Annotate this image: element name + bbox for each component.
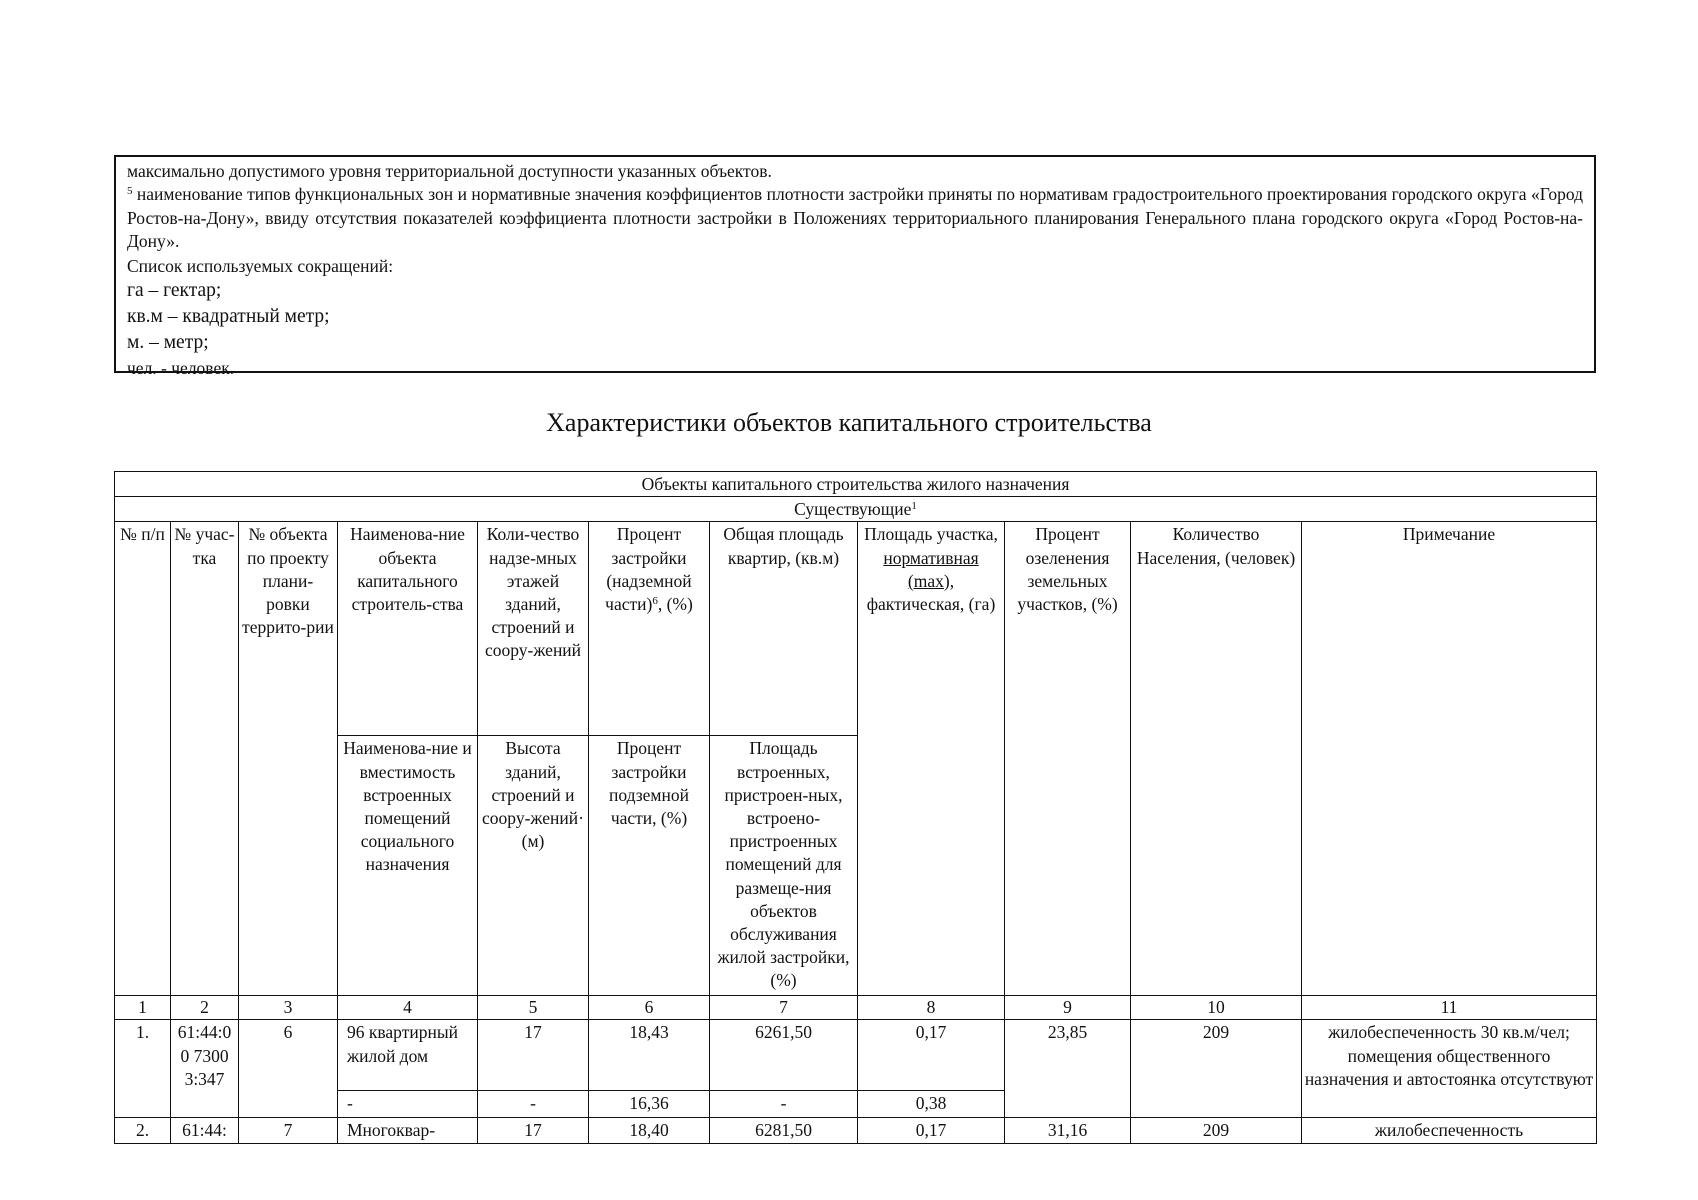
col-header-pct-under: Процент застройки подземной части, (%) [589,736,710,996]
cell-area: 6261,50 [710,1020,858,1091]
cell-builtin-area: - [710,1091,858,1118]
cell-area: 6281,50 [710,1118,858,1143]
cell-site-fact: 0,38 [858,1091,1005,1118]
cell-object: 6 [239,1020,338,1118]
column-number: 4 [338,996,478,1020]
col-header-plot: № учас-тка [171,522,239,996]
cell-note: жилобеспеченность 30 кв.м/чел; помещения общественного назначения и автостоянка отсутствуют [1302,1020,1597,1118]
site-label-pre: Площадь участка, [864,524,998,545]
page-title: Характеристики объектов капитального строительства [546,408,1152,437]
abbrev-item: м. – метр; [127,331,209,353]
cell-site-norm: 0,17 [858,1020,1005,1091]
col-header-green: Процент озеленения земельных участков, (%) [1005,522,1131,996]
column-number: 10 [1131,996,1302,1020]
column-numbers-row [115,996,1597,1020]
footnote-text: наименование типов функциональных зон и нормативные значения коэффициентов плотности застройки приняты по нормативам градостроительного проектирования городского округа «Город Ростов-на-Дону», ввиду отсутствия показателей коэффициента плотности застройки в Положениях территориального планирования Генерального плана городского округа «Город Ростов-на-Дону». [127,184,1583,251]
abbrev-item: га – гектар; [127,279,222,301]
notes-line: максимально допустимого уровня территориальной доступности указанных объектов. [127,161,772,181]
cell-pct-above: 18,43 [589,1020,710,1091]
col-header-population: Количество Населения, (человек) [1131,522,1302,996]
cell-green: 23,85 [1005,1020,1131,1118]
column-number: 11 [1302,996,1597,1020]
footnote-ref-6: 6 [652,595,658,608]
cell-plot: 61:44: [171,1118,239,1143]
characteristics-table [114,471,1597,1144]
col-header-name: Наименова-ние объекта капитального строитель-ства [338,522,478,736]
site-label-norm: нормативная (max), [883,547,979,591]
cell-population: 209 [1131,1020,1302,1118]
column-number: 8 [858,996,1005,1020]
pct-above-label: Процент застройки (надземной части) [605,524,692,615]
section-header: Объекты капитального строительства жилого назначения [115,472,1597,497]
column-number: 9 [1005,996,1131,1020]
column-number: 3 [239,996,338,1020]
cell-name: 96 квартирный жилой дом [338,1020,478,1091]
cell-pct-under: 16,36 [589,1091,710,1118]
pct-above-unit: , (%) [657,594,693,615]
subsection-mark: 1 [911,500,917,513]
footnote-mark: 5 [127,185,133,197]
column-number: 2 [171,996,239,1020]
table-row [115,1118,1597,1143]
abbrev-item: чел. - человек. [127,357,235,378]
col-header-height: Высота зданий, строений и соору-жений· (м) [478,736,589,996]
column-number: 6 [589,996,710,1020]
cell-plot: 61:44:00 73003:347 [171,1020,239,1118]
cell-pct-above: 18,40 [589,1118,710,1143]
site-label-fact: фактическая, (га) [866,594,996,615]
cell-object: 7 [239,1118,338,1143]
column-number: 7 [710,996,858,1020]
cell-note: жилобеспеченность [1302,1118,1597,1143]
cell-green: 31,16 [1005,1118,1131,1143]
table-row [115,1020,1597,1091]
cell-name: Многоквар- [338,1118,478,1143]
abbrev-title: Список используемых сокращений: [127,255,394,276]
column-number: 5 [478,996,589,1020]
cell-n: 1. [115,1020,171,1118]
notes-box [114,155,1596,378]
cell-population: 209 [1131,1118,1302,1143]
subsection-label: Существующие [794,499,912,520]
cell-builtin-name: - [338,1091,478,1118]
col-header-site [858,522,1005,996]
col-header-builtin-name: Наименова-ние и вместимость встроенных помещений социального назначения [338,736,478,996]
col-header-floors: Коли-чество надзе-мных этажей зданий, строений и соору-жений [478,522,589,736]
cell-floors: 17 [478,1020,589,1091]
col-header-n: № п/п [115,522,171,996]
column-number: 1 [115,996,171,1020]
cell-site-norm: 0,17 [858,1118,1005,1143]
col-header-pct-above [589,522,710,736]
cell-height: - [478,1091,589,1118]
abbrev-item: кв.м – квадратный метр; [127,305,330,327]
cell-floors: 17 [478,1118,589,1143]
col-header-object: № объекта по проекту плани-ровки террито-рии [239,522,338,996]
footnote-5 [127,183,1583,254]
cell-n: 2. [115,1118,171,1143]
col-header-note: Примечание [1302,522,1597,996]
subsection-header [115,497,1597,522]
col-header-area: Общая площадь квартир, (кв.м) [710,522,858,736]
col-header-builtin-area: Площадь встроенных, пристроен-ных, встроено-пристроенных помещений для размеще-ния объектов обслуживания жилой застройки, (%) [710,736,858,996]
